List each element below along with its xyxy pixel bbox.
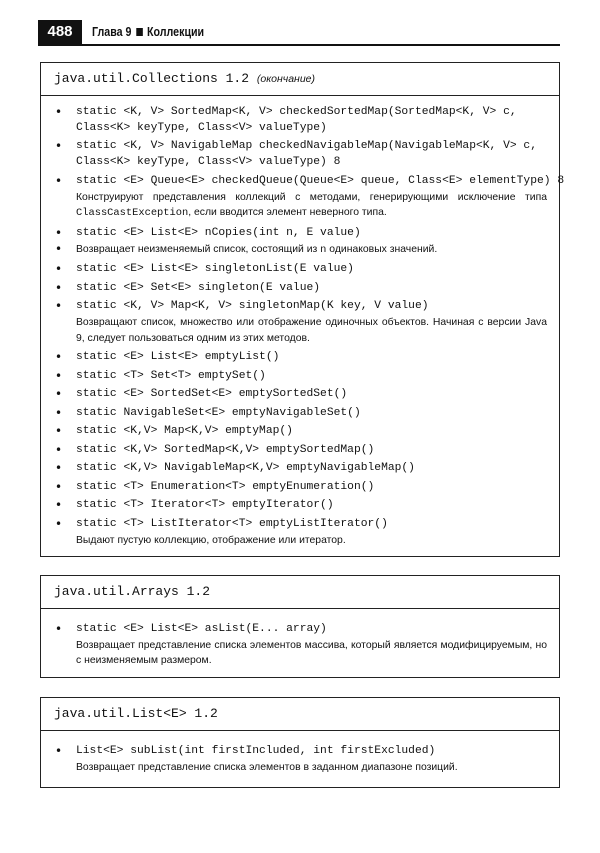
api-signature: static <K,V> Map<K,V> emptyMap() xyxy=(76,425,293,437)
api-signature: static <E> Queue<E> checkedQueue(Queue<E> queue, Class<E> elementType) 8 xyxy=(76,174,565,187)
api-item xyxy=(55,368,547,384)
api-item xyxy=(55,298,547,314)
page-number: 488 xyxy=(38,20,82,44)
api-item xyxy=(55,173,565,189)
api-item xyxy=(55,423,547,439)
api-item xyxy=(55,138,547,170)
api-description: Возвращает представление списка элементов массива, который является модифицируемым, но с неизменяемым размером. xyxy=(76,639,547,666)
title-note: (окончание) xyxy=(256,73,315,85)
class-name: java.util.List<E> 1.2 xyxy=(54,706,218,721)
collections-api-box xyxy=(40,62,565,557)
api-signature: static <K,V> SortedMap<K,V> emptySortedMap() xyxy=(76,443,375,456)
api-signature: static <T> Iterator<T> emptyIterator() xyxy=(76,499,334,511)
api-signature: static <E> List<E> asList(E... array) xyxy=(76,622,327,635)
api-signature: static <E> SortedSet<E> emptySortedSet() xyxy=(76,388,348,400)
exception-name: ClassCastException xyxy=(76,207,189,219)
api-signature-line: • static <K, V> NavigableMap checkedNavigableMap(NavigableMap<K, V> c, xyxy=(76,140,537,152)
api-item xyxy=(55,349,547,365)
api-item xyxy=(55,460,547,476)
box-title xyxy=(41,698,559,731)
api-item xyxy=(55,104,547,136)
api-description: Выдают пустую коллекцию, отображение или итератор. xyxy=(76,534,346,546)
box-title xyxy=(41,576,559,609)
page-header xyxy=(38,20,560,44)
api-item xyxy=(55,405,547,421)
api-item xyxy=(55,225,547,241)
api-item xyxy=(55,261,547,277)
api-description: Конструируют представления коллекций с методами, генерирующими исключение типа ClassCastException, если вводится элемент неверного типа. xyxy=(76,191,547,219)
api-signature: static <K,V> NavigableMap<K,V> emptyNavigableMap() xyxy=(76,462,415,474)
api-signature: static <T> Enumeration<T> emptyEnumeration() xyxy=(76,480,375,493)
running-head xyxy=(92,24,204,40)
api-signature: static <T> Set<T> emptySet() xyxy=(76,369,266,382)
api-signature: static <E> List<E> emptyList() xyxy=(76,351,280,363)
list-api-box xyxy=(40,697,560,788)
api-item xyxy=(55,516,547,532)
arrays-api-box xyxy=(40,575,560,678)
class-name: java.util.Collections 1.2 xyxy=(54,71,250,86)
api-description: Возвращает представление списка элементов в заданном диапазоне позиций. xyxy=(76,761,458,773)
api-description: • Возвращает неизменяемый список, состоящий из n одинаковых значений. xyxy=(55,242,547,259)
api-signature-line: • static <K, V> SortedMap<K, V> checkedSortedMap(SortedMap<K, V> c, xyxy=(76,105,517,118)
header-rule xyxy=(38,44,560,46)
api-item xyxy=(55,280,547,296)
chapter-label: Глава 9 xyxy=(92,24,132,39)
api-item xyxy=(55,479,547,495)
api-signature: static NavigableSet<E> emptyNavigableSet() xyxy=(76,406,361,419)
api-signature-line: Class<K> keyType, Class<V> valueType) 8 xyxy=(76,156,341,168)
api-signature-line: Class<K> keyType, Class<V> valueType) xyxy=(76,121,327,134)
api-signature: static <K, V> Map<K, V> singletonMap(K key, V value) xyxy=(76,300,429,312)
api-signature: static <E> Set<E> singleton(E value) xyxy=(76,281,321,294)
api-item xyxy=(55,497,547,513)
api-signature: List<E> subList(int firstIncluded, int firstExcluded) xyxy=(76,744,436,757)
section-label: Коллекции xyxy=(147,24,205,39)
api-signature: static <T> ListIterator<T> emptyListIterator() xyxy=(76,517,388,530)
class-name: java.util.Arrays 1.2 xyxy=(54,584,211,599)
api-description: Возвращают список, множество или отображение одиночных объектов. Начиная с версии Java 9, следует пользоваться одним из этих методов. xyxy=(76,317,547,344)
box-title xyxy=(41,63,559,96)
square-bullet-icon xyxy=(136,28,143,36)
api-item xyxy=(55,621,547,637)
api-item xyxy=(55,743,547,759)
api-item xyxy=(55,442,547,458)
api-item xyxy=(55,386,547,402)
api-signature: static <E> List<E> singletonList(E value) xyxy=(76,263,354,275)
api-signature: static <E> List<E> nCopies(int n, E value) xyxy=(76,226,361,239)
